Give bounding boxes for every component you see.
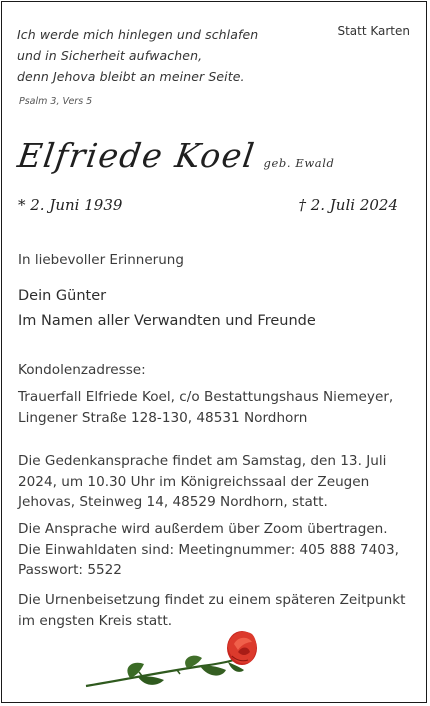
signer-line: Im Namen aller Verwandten und Freunde: [18, 313, 316, 329]
address-line: Lingener Straße 128-130, 48531 Nordhorn: [18, 409, 308, 426]
zoom-line: Passwort: 5522: [18, 562, 122, 578]
bible-verse: [17, 24, 317, 87]
condolence-address: [18, 387, 393, 428]
memory-line: In liebevoller Erinnerung: [18, 252, 184, 268]
ceremony-line: Die Gedenkansprache findet am Samstag, den 13. Juli: [18, 453, 387, 469]
death-date: † 2. Juli 2024: [298, 196, 398, 214]
ceremony-line: Jehovas, Steinweg 14, 48529 Nordhorn, statt.: [18, 494, 328, 510]
statt-karten-label: Statt Karten: [337, 24, 410, 38]
verse-reference: Psalm 3, Vers 5: [19, 96, 93, 107]
maiden-name: geb. Ewald: [263, 156, 335, 170]
urn-line: Die Urnenbeisetzung findet zu einem späteren Zeitpunkt: [18, 592, 406, 608]
obituary-notice: [1, 1, 427, 703]
verse-line: Ich werde mich hinlegen und schlafen: [17, 27, 259, 42]
verse-line: und in Sicherheit aufwachen,: [17, 48, 203, 63]
ceremony-text: [18, 451, 386, 513]
verse-line: denn Jehova bleibt an meiner Seite.: [17, 69, 245, 84]
deceased-name-row: [15, 136, 335, 175]
deceased-name: Elfriede Koel: [15, 136, 258, 175]
condolence-label: Kondolenzadresse:: [18, 362, 146, 378]
ceremony-line: 2024, um 10.30 Uhr im Königreichssaal der Zeugen: [18, 473, 370, 490]
zoom-line: Die Einwahldaten sind: Meetingnummer: 405 888 7403,: [18, 541, 399, 558]
signer-line: Dein Günter: [18, 288, 107, 304]
rose-icon: [82, 622, 262, 697]
signers: [18, 284, 316, 334]
birth-date: * 2. Juni 1939: [18, 196, 123, 214]
urn-line: im engsten Kreis statt.: [18, 612, 173, 629]
zoom-text: [18, 519, 399, 581]
address-line: Trauerfall Elfriede Koel, c/o Bestattungshaus Niemeyer,: [18, 389, 394, 405]
zoom-line: Die Ansprache wird außerdem über Zoom übertragen.: [18, 521, 388, 537]
